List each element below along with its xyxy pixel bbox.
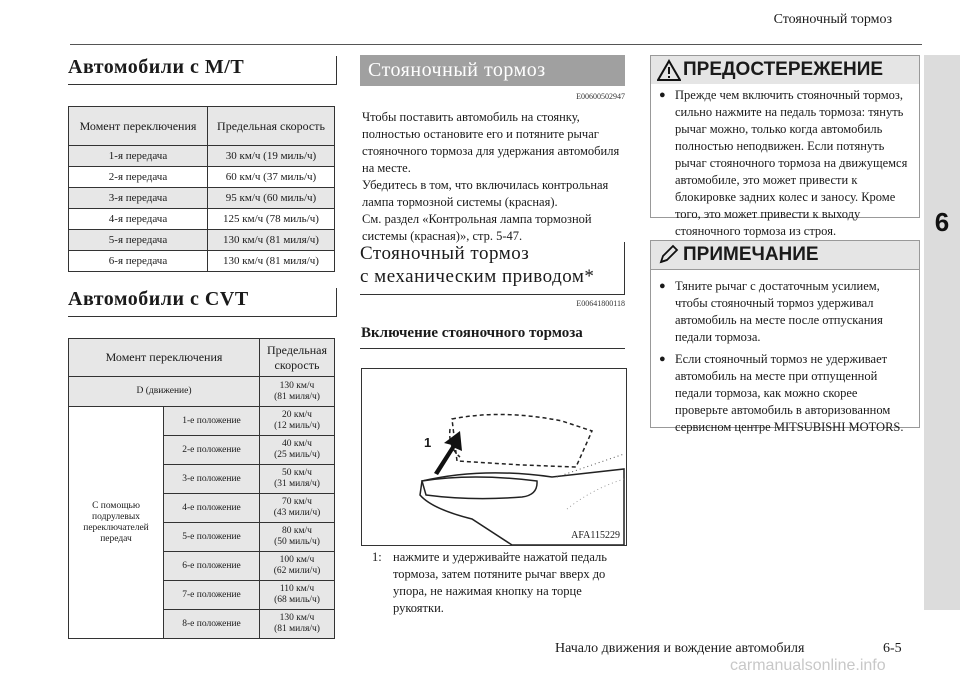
mt-cell-gear: 1-я передача — [69, 146, 208, 167]
mt-cell-speed: 95 км/ч (60 миль/ч) — [208, 188, 335, 209]
cvt-paddle-label: С помощью подрулевых переключателей передач — [69, 407, 164, 639]
cvt-cell-speed: 110 км/ч (68 миль/ч) — [260, 581, 335, 610]
parking-brake-lever-illustration — [362, 369, 626, 545]
cvt-cell-position: 8-е положение — [164, 610, 260, 639]
mt-cell-speed: 60 км/ч (37 миль/ч) — [208, 167, 335, 188]
cvt-cell-speed: 100 км/ч (62 мили/ч) — [260, 552, 335, 581]
note-item: ● Тяните рычаг с достаточным усилием, чтобы стояночный тормоз удерживал автомобиль на месте после отпускания педали тормоза. — [675, 278, 909, 346]
note-header — [651, 241, 919, 270]
mt-cell-gear: 3-я передача — [69, 188, 208, 209]
cvt-cell-position: 4-е положение — [164, 494, 260, 523]
note-title: ПРИМЕЧАНИЕ — [683, 244, 819, 265]
mt-cell-speed: 130 км/ч (81 миля/ч) — [208, 230, 335, 251]
parking-brake-text — [362, 109, 628, 245]
mt-cell-gear: 4-я передача — [69, 209, 208, 230]
warning-triangle-icon — [657, 59, 681, 81]
cvt-speed-table — [68, 338, 335, 639]
figure-callout-1: 1 — [424, 435, 432, 450]
mt-section-heading: Автомобили с M/T — [68, 56, 337, 85]
paragraph: См. раздел «Контрольная лампа тормозной системы (красная)», стр. 5-47. — [362, 212, 592, 243]
warning-item: ● Прежде чем включить стояночный тормоз, сильно нажмите на педаль тормоза: тянуть рычаг можно, только когда автомобиль полностью неподвижен. Если потянуть рычаг стояночного тормоза на движущемся автомобиле, это может привести к блокировке задних колес и заносу. Кроме того, это может привести к выходу стояночного тормоза из строя. — [675, 87, 909, 240]
cvt-cell-mode: D (движение) — [69, 377, 260, 407]
cvt-cell-position: 6-е положение — [164, 552, 260, 581]
cvt-cell-position: 3-е положение — [164, 465, 260, 494]
cvt-cell-speed: 20 км/ч (12 миль/ч) — [260, 407, 335, 436]
cvt-cell-speed: 70 км/ч (43 мили/ч) — [260, 494, 335, 523]
cvt-section-heading: Автомобили с CVT — [68, 288, 337, 317]
watermark: carmanualsonline.info — [730, 657, 886, 674]
cvt-cell-position: 7-е положение — [164, 581, 260, 610]
warning-box — [650, 55, 920, 238]
mech-brake-code: E00641800118 — [576, 299, 625, 308]
chapter-side-tab — [924, 55, 960, 610]
cvt-cell-speed: 50 км/ч (31 миля/ч) — [260, 465, 335, 494]
warning-header — [651, 56, 919, 84]
mt-cell-speed: 30 км/ч (19 миль/ч) — [208, 146, 335, 167]
mt-cell-gear: 5-я передача — [69, 230, 208, 251]
header-divider — [70, 44, 922, 45]
mt-cell-gear: 2-я передача — [69, 167, 208, 188]
mt-cell-speed: 125 км/ч (78 миль/ч) — [208, 209, 335, 230]
mt-col-header-speed: Предельная скорость — [208, 107, 335, 146]
cvt-cell-position: 2-е положение — [164, 436, 260, 465]
subheading-divider — [360, 348, 625, 349]
mt-cell-speed: 130 км/ч (81 миля/ч) — [208, 251, 335, 272]
parking-brake-heading: Стояночный тормоз — [360, 55, 625, 86]
cvt-col-header-speed: Предельная скорость — [260, 339, 335, 377]
figure-label: AFA115229 — [571, 530, 620, 541]
pencil-icon — [657, 244, 679, 266]
cvt-cell-position: 1-е положение — [164, 407, 260, 436]
mech-brake-heading: Стояночный тормоз с механическим приводом* — [360, 242, 625, 295]
mt-cell-gear: 6-я передача — [69, 251, 208, 272]
footer-chapter: Начало движения и вождение автомобиля — [555, 641, 805, 656]
page-header-title: Стояночный тормоз — [773, 12, 892, 27]
parking-brake-code: E00600502947 — [576, 92, 625, 101]
cvt-cell-position: 5-е положение — [164, 523, 260, 552]
cvt-cell-speed: 80 км/ч (50 миль/ч) — [260, 523, 335, 552]
paragraph: Чтобы поставить автомобиль на стоянку, полностью остановите его и потяните рычаг стояночного тормоза для удержания автомобиля на месте. — [362, 110, 620, 175]
note-item: ● Если стояночный тормоз не удерживает автомобиль на месте при отпущенной педали тормоза, как можно скорее проверьте автомобиль в авторизованном сервисном центре MITSUBISHI MOTORS. — [675, 351, 909, 436]
mt-col-header-shift: Момент переключения — [69, 107, 208, 146]
step-number: 1: — [372, 550, 382, 564]
cvt-cell-speed: 130 км/ч (81 миля/ч) — [260, 377, 335, 407]
paragraph: Убедитесь в том, что включилась контрольная лампа тормозной системы (красная). — [362, 178, 609, 209]
note-box — [650, 240, 920, 434]
cvt-cell-speed: 130 км/ч (81 миля/ч) — [260, 610, 335, 639]
warning-title: ПРЕДОСТЕРЕЖЕНИЕ — [683, 59, 884, 80]
cvt-cell-speed: 40 км/ч (25 миль/ч) — [260, 436, 335, 465]
cvt-col-header-shift: Момент переключения — [69, 339, 260, 377]
footer-page-number: 6-5 — [883, 641, 902, 656]
engage-brake-subheading: Включение стояночного тормоза — [361, 325, 583, 341]
step-text: нажмите и удерживайте нажатой педаль тормоза, затем потяните рычаг вверх до упора, не нажимая кнопку на торце рукоятки. — [393, 550, 607, 615]
mt-speed-table — [68, 106, 335, 272]
parking-brake-figure — [361, 368, 627, 546]
chapter-number: 6 — [934, 207, 950, 237]
